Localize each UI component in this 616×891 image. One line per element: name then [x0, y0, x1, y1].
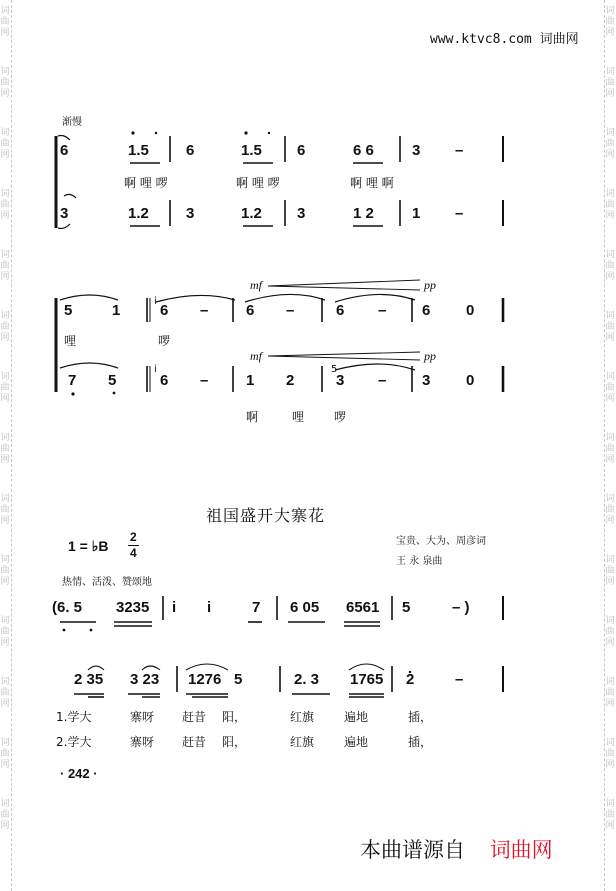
sys1-upper-note-6: 3: [412, 142, 421, 159]
watermark-char: 词: [0, 677, 10, 687]
watermark-char: 曲: [0, 627, 10, 637]
sys2-lower-note-1: 5: [108, 372, 117, 389]
watermark-char: 词: [605, 128, 615, 138]
sys2-lower-lyric-0: 啊: [246, 410, 259, 424]
intro-note-8: – ): [452, 599, 470, 616]
dynamic-pp-lower: pp: [424, 349, 436, 363]
verse1-word-5: 遍地: [344, 710, 369, 724]
verse1-word-0: 1.学大: [56, 710, 92, 724]
watermark-char: 词: [605, 311, 615, 321]
watermark-char: 曲: [605, 17, 615, 27]
sys2-upper-note-3: –: [200, 302, 209, 319]
sys1-upper-note-3: 1.5: [241, 142, 262, 159]
watermark-char: 词: [0, 555, 10, 565]
grace-note-upper: i: [154, 296, 157, 307]
melody-note-2: 1276: [188, 671, 222, 688]
dynamic-mf-upper: mf: [250, 278, 262, 292]
dynamic-pp-upper: pp: [424, 278, 436, 292]
verse2-word-4: 红旗: [290, 735, 315, 749]
sys1-lyric-2: 啊 哩 啊: [350, 176, 394, 190]
watermark-char: 曲: [0, 322, 10, 332]
watermark-char: 词: [605, 799, 615, 809]
watermark-char: 网: [605, 272, 615, 282]
verse1-word-3: 阳，: [222, 710, 247, 724]
watermark-char: 词: [605, 494, 615, 504]
watermark-char: 曲: [605, 688, 615, 698]
melody-note-4: 2. 3: [294, 671, 320, 688]
watermark-char: 曲: [0, 200, 10, 210]
watermark-char: 曲: [605, 566, 615, 576]
watermark-char: 词: [0, 250, 10, 260]
watermark-char: 词: [605, 738, 615, 748]
site-name[interactable]: 词曲网: [539, 32, 579, 47]
verse2-word-0: 2.学大: [56, 735, 92, 749]
sys2-upper-note-2: 6: [160, 302, 169, 319]
sys1-upper-note-2: 6: [186, 142, 195, 159]
watermark-char: 网: [0, 699, 10, 709]
verse1-word-4: 红旗: [290, 710, 315, 724]
sys2-lower-lyric-2: 啰: [334, 410, 347, 424]
watermark-char: 网: [0, 577, 10, 587]
watermark-char: 曲: [605, 261, 615, 271]
watermark-char: 曲: [0, 383, 10, 393]
watermark-char: 网: [0, 516, 10, 526]
sys1-lower-note-1: 1.2: [128, 205, 149, 222]
watermark-char: 网: [0, 760, 10, 770]
intro-note-3: i: [207, 599, 212, 616]
watermark-char: 网: [0, 211, 10, 221]
watermark-char: 词: [605, 189, 615, 199]
watermark-char: 网: [0, 821, 10, 831]
sys2-lower-note-5: 2: [286, 372, 295, 389]
watermark-char: 曲: [605, 810, 615, 820]
sys1-lower-note-4: 3: [297, 205, 306, 222]
sys1-upper-note-5: 6 6: [353, 142, 374, 159]
site-url[interactable]: www.ktvc8.com: [430, 32, 532, 47]
intro-note-1: 3235: [116, 599, 150, 616]
footer-prefix: 本曲谱源自: [360, 838, 465, 862]
watermark-char: 词: [0, 738, 10, 748]
watermark-char: 网: [605, 455, 615, 465]
watermark-char: 词: [0, 67, 10, 77]
sys2-upper-note-6: 6: [336, 302, 345, 319]
watermark-char: 词: [0, 189, 10, 199]
grace-note-lower-6: i: [154, 364, 157, 375]
sys2-upper-note-8: 6: [422, 302, 431, 319]
grace-note-lower-3: 5: [331, 364, 338, 375]
sys2-upper-note-1: 1: [112, 302, 121, 319]
verse2-word-2: 赶昔: [182, 735, 207, 749]
sys2-upper-note-5: –: [286, 302, 295, 319]
watermark-char: 曲: [0, 261, 10, 271]
watermark-char: 词: [0, 6, 10, 16]
melody-note-7: –: [455, 671, 464, 688]
sys2-lower-note-6: 3: [336, 372, 345, 389]
watermark-char: 网: [0, 89, 10, 99]
key-signature: 1 = ♭B: [68, 538, 109, 554]
source-footer[interactable]: [360, 834, 553, 864]
watermark-char: 网: [0, 150, 10, 160]
sys2-upper-note-9: 0: [466, 302, 475, 319]
watermark-char: 网: [0, 638, 10, 648]
intro-note-6: 6561: [346, 599, 380, 616]
watermark-char: 曲: [605, 444, 615, 454]
verse1-word-2: 赶昔: [182, 710, 207, 724]
lyricists-credit: 宝贵、大为、周彦词: [396, 536, 486, 547]
watermark-char: 网: [605, 516, 615, 526]
watermark-char: 曲: [0, 688, 10, 698]
watermark-char: 曲: [0, 17, 10, 27]
watermark-char: 词: [0, 128, 10, 138]
composer-credit: 王 永 泉曲: [396, 556, 443, 567]
sys2-lower-note-7: –: [378, 372, 387, 389]
sys2-lower-note-9: 0: [466, 372, 475, 389]
watermark-char: 网: [605, 821, 615, 831]
sys1-lyric-1: 啊 哩 啰: [236, 176, 280, 190]
intro-note-0: (6. 5: [52, 599, 83, 616]
watermark-char: 网: [605, 577, 615, 587]
melody-note-1: 3 23: [130, 671, 160, 688]
tempo-marking: 渐慢: [62, 117, 82, 128]
watermark-char: 词: [605, 555, 615, 565]
watermark-char: 网: [605, 89, 615, 99]
verse1-word-1: 寨呀: [130, 710, 155, 724]
sys2-lower-note-3: –: [200, 372, 209, 389]
sys1-lower-note-0: 3: [60, 205, 69, 222]
sys2-lower-note-8: 3: [422, 372, 431, 389]
watermark-char: 网: [605, 638, 615, 648]
intro-note-5: 6 05: [290, 599, 320, 616]
watermark-char: 曲: [605, 627, 615, 637]
verse2-word-1: 寨呀: [130, 735, 155, 749]
watermark-char: 词: [0, 616, 10, 626]
watermark-char: 曲: [0, 566, 10, 576]
time-signature-bottom: 4: [130, 546, 137, 560]
sys2-lower-note-2: 6: [160, 372, 169, 389]
watermark-char: 词: [0, 311, 10, 321]
watermark-char: 网: [0, 272, 10, 282]
intro-note-4: 7: [252, 599, 261, 616]
watermark-char: 词: [605, 433, 615, 443]
watermark-char: 曲: [0, 139, 10, 149]
watermark-char: 词: [605, 616, 615, 626]
watermark-char: 曲: [605, 139, 615, 149]
sys2-upper-note-0: 5: [64, 302, 73, 319]
watermark-char: 曲: [605, 322, 615, 332]
watermark-char: 曲: [605, 749, 615, 759]
system2-lyric-1: 哩: [64, 334, 77, 348]
intro-note-2: i: [172, 599, 177, 616]
watermark-char: 网: [0, 455, 10, 465]
verse2-word-3: 阳，: [222, 735, 247, 749]
watermark-char: 词: [605, 67, 615, 77]
watermark-char: 曲: [605, 78, 615, 88]
watermark-char: 词: [605, 372, 615, 382]
melody-note-0: 2 35: [74, 671, 104, 688]
page-number: · 242 ·: [60, 766, 98, 781]
verse2-word-5: 遍地: [344, 735, 369, 749]
watermark-char: 网: [605, 150, 615, 160]
verse1-word-6: 插，: [408, 710, 433, 724]
watermark-char: 词: [0, 494, 10, 504]
watermark-char: 网: [605, 394, 615, 404]
sys2-lower-lyric-1: 哩: [292, 410, 305, 424]
sys1-upper-note-1: 1.5: [128, 142, 149, 159]
watermark-char: 曲: [605, 383, 615, 393]
watermark-char: 网: [605, 28, 615, 38]
sys1-lower-note-5: 1 2: [353, 205, 374, 222]
watermark-char: 网: [605, 333, 615, 343]
watermark-char: 网: [0, 333, 10, 343]
watermark-char: 网: [605, 699, 615, 709]
expression-marking: 热情、活泼、赞颂地: [62, 577, 152, 588]
intro-note-7: 5: [402, 599, 411, 616]
dynamic-mf-lower: mf: [250, 349, 262, 363]
melody-note-5: 1765: [350, 671, 384, 688]
watermark-char: 词: [0, 372, 10, 382]
watermark-char: 网: [605, 760, 615, 770]
watermark-char: 曲: [0, 810, 10, 820]
verse2-word-6: 插，: [408, 735, 433, 749]
watermark-char: 曲: [0, 444, 10, 454]
sys1-upper-note-7: –: [455, 142, 464, 159]
sys2-upper-note-4: 6: [246, 302, 255, 319]
watermark-char: 词: [605, 677, 615, 687]
system2-lyric-2: 啰: [158, 334, 171, 348]
watermark-char: 词: [0, 433, 10, 443]
sys2-lower-note-4: 1: [246, 372, 255, 389]
watermark-char: 网: [0, 28, 10, 38]
sys1-lower-note-3: 1.2: [241, 205, 262, 222]
watermark-char: 网: [0, 394, 10, 404]
song-title: 祖国盛开大寨花: [206, 506, 326, 525]
watermark-char: 曲: [0, 505, 10, 515]
watermark-char: 词: [605, 250, 615, 260]
watermark-char: 曲: [0, 78, 10, 88]
sys1-lower-note-6: 1: [412, 205, 421, 222]
sys1-upper-note-4: 6: [297, 142, 306, 159]
melody-note-6: 2: [406, 671, 415, 688]
melody-note-3: 5: [234, 671, 243, 688]
sys1-lyric-0: 啊 哩 啰: [124, 176, 168, 190]
sys1-lower-note-2: 3: [186, 205, 195, 222]
sys2-upper-note-7: –: [378, 302, 387, 319]
watermark-char: 词: [605, 6, 615, 16]
watermark-char: 曲: [605, 505, 615, 515]
sys2-lower-note-0: 7: [68, 372, 77, 389]
sys1-lower-note-7: –: [455, 205, 464, 222]
footer-brand[interactable]: 词曲网: [489, 838, 553, 862]
watermark-char: 曲: [605, 200, 615, 210]
sys1-upper-note-0: 6: [60, 142, 69, 159]
time-signature-top: 2: [130, 530, 137, 544]
watermark-char: 网: [605, 211, 615, 221]
watermark-char: 曲: [0, 749, 10, 759]
watermark-char: 词: [0, 799, 10, 809]
